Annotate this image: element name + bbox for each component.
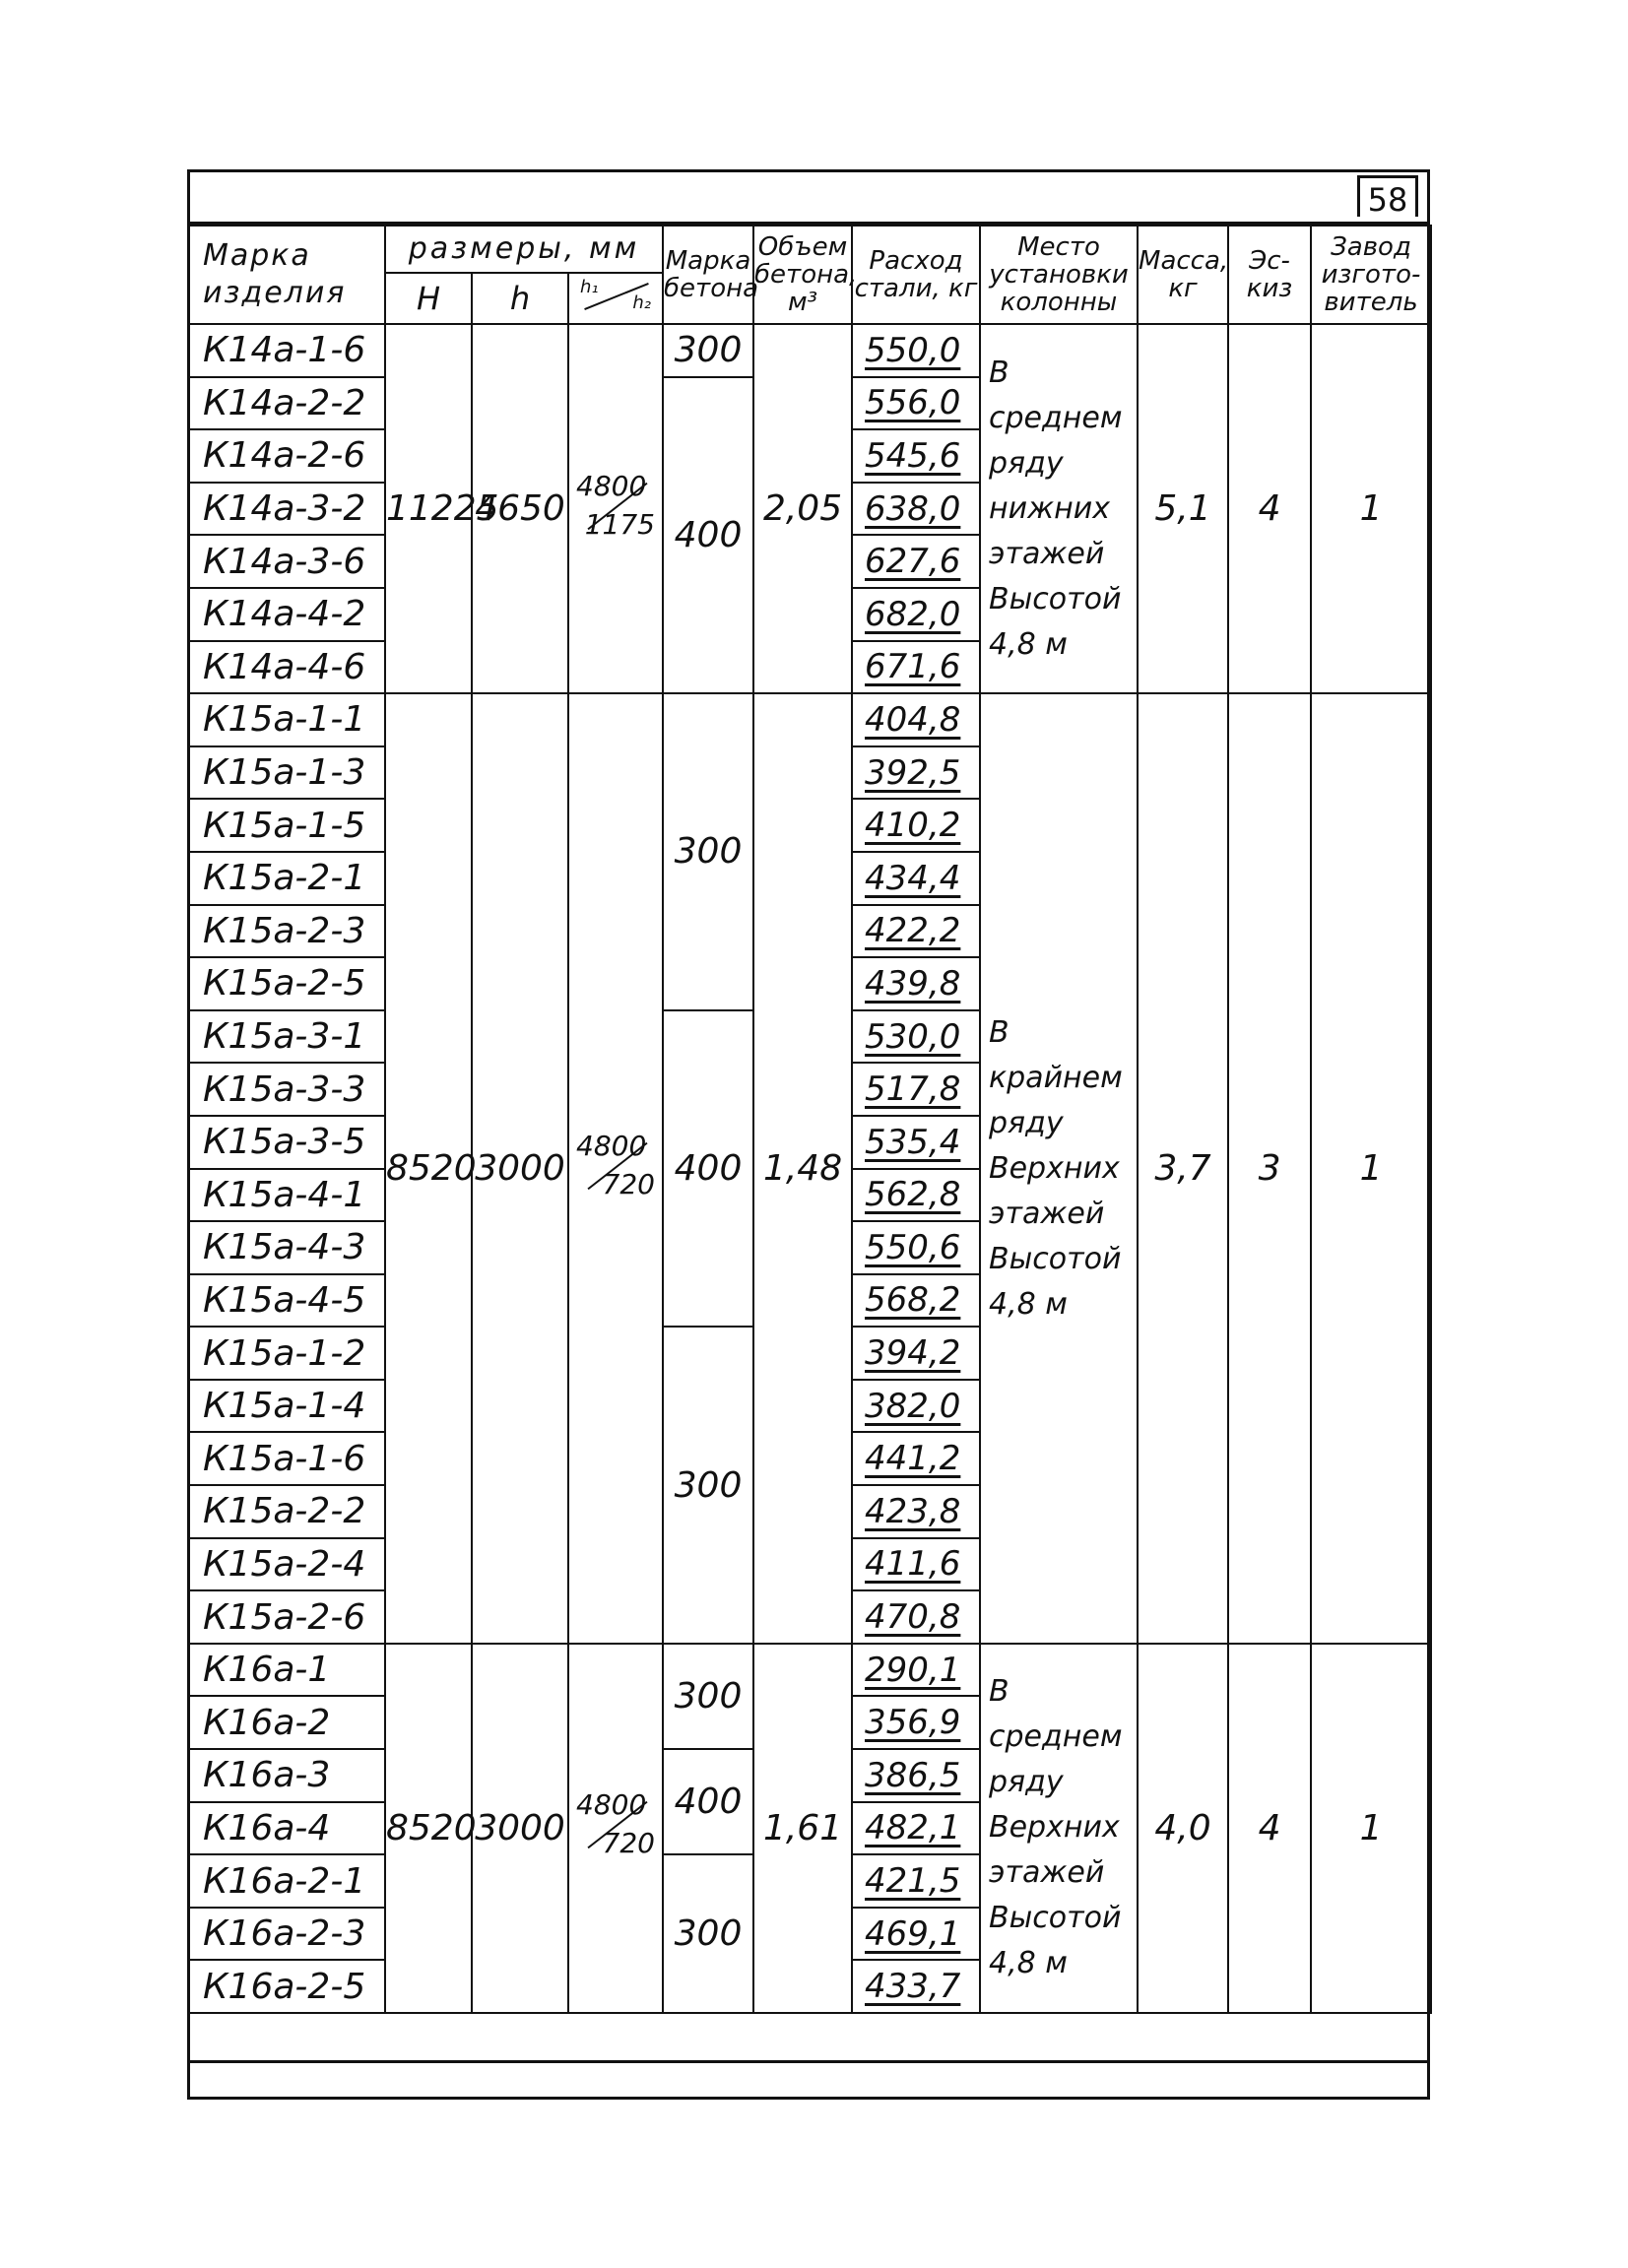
dim-h1-h2 (568, 1644, 663, 2013)
concrete-volume: 2,05 (753, 324, 852, 693)
installation-place: В крайнем ряду Верхних этажей Высотой 4,8 м (980, 693, 1138, 1644)
product-mark: К15а-4-3 (188, 1221, 385, 1274)
steel-consumption: 433,7 (852, 1960, 980, 2013)
table-body (188, 324, 1431, 2013)
product-mark: К15а-1-5 (188, 799, 385, 852)
header-steel: Расход стали, кг (852, 226, 980, 324)
mass: 5,1 (1138, 324, 1228, 693)
mass: 4,0 (1138, 1644, 1228, 2013)
steel-consumption: 562,8 (852, 1169, 980, 1222)
dim-h1-h2 (568, 693, 663, 1644)
dim-h1: 4800 (576, 469, 647, 502)
product-mark: К15а-3-3 (188, 1063, 385, 1116)
header-h: h (472, 273, 568, 324)
product-mark: К16а-1 (188, 1644, 385, 1697)
steel-consumption: 682,0 (852, 588, 980, 641)
title-band (187, 169, 1430, 225)
specification-table (187, 225, 1432, 2014)
dim-h1: 4800 (576, 1788, 647, 1822)
steel-consumption: 421,5 (852, 1854, 980, 1908)
steel-consumption: 422,2 (852, 905, 980, 958)
steel-consumption: 386,5 (852, 1749, 980, 1802)
steel-consumption: 550,0 (852, 324, 980, 377)
concrete-grade: 400 (663, 377, 753, 694)
header-sketch: Эс-киз (1228, 226, 1311, 324)
product-mark: К15а-1-6 (188, 1432, 385, 1485)
sketch: 4 (1228, 324, 1311, 693)
dim-h2: 720 (602, 1167, 655, 1200)
product-mark: К15а-2-2 (188, 1485, 385, 1538)
product-mark: К16а-3 (188, 1749, 385, 1802)
product-mark: К15а-4-1 (188, 1169, 385, 1222)
steel-consumption: 530,0 (852, 1010, 980, 1064)
product-mark: К15а-2-4 (188, 1538, 385, 1591)
product-mark: К14а-4-2 (188, 588, 385, 641)
concrete-grade: 300 (663, 693, 753, 1010)
steel-consumption: 545,6 (852, 429, 980, 483)
header-h1-h2 (568, 273, 663, 324)
concrete-grade: 300 (663, 1644, 753, 1749)
steel-consumption: 627,6 (852, 535, 980, 588)
dim-H: 8520 (385, 693, 472, 1644)
dim-h1-h2 (568, 324, 663, 693)
steel-consumption: 382,0 (852, 1380, 980, 1433)
installation-place: В среднем ряду нижних этажей Высотой 4,8 м (980, 324, 1138, 693)
manufacturer: 1 (1311, 1644, 1431, 2013)
product-mark: К16а-4 (188, 1802, 385, 1855)
product-mark: К15а-2-6 (188, 1590, 385, 1644)
header-dims: размеры, мм (385, 226, 663, 273)
product-mark: К16а-2-1 (188, 1854, 385, 1908)
table-row (188, 1644, 1431, 1697)
product-mark: К15а-2-1 (188, 852, 385, 905)
sketch: 4 (1228, 1644, 1311, 2013)
product-mark: К14а-3-2 (188, 483, 385, 536)
footer-band (187, 2060, 1430, 2100)
steel-consumption: 671,6 (852, 641, 980, 694)
dim-H: 8520 (385, 1644, 472, 2013)
steel-consumption: 535,4 (852, 1116, 980, 1169)
product-mark: К15а-1-2 (188, 1327, 385, 1380)
steel-consumption: 394,2 (852, 1327, 980, 1380)
mass: 3,7 (1138, 693, 1228, 1644)
header-mass: Масса, кг (1138, 226, 1228, 324)
steel-consumption: 290,1 (852, 1644, 980, 1697)
dim-h2: 1175 (584, 507, 655, 541)
concrete-grade: 400 (663, 1749, 753, 1854)
product-mark: К14а-4-6 (188, 641, 385, 694)
steel-consumption: 411,6 (852, 1538, 980, 1591)
steel-consumption: 410,2 (852, 799, 980, 852)
steel-consumption: 517,8 (852, 1063, 980, 1116)
product-mark: К15а-4-5 (188, 1274, 385, 1328)
product-mark: К15а-2-3 (188, 905, 385, 958)
header-h1: h₁ (580, 277, 599, 297)
header-H: H (385, 273, 472, 324)
manufacturer: 1 (1311, 324, 1431, 693)
dim-h: 4650 (472, 324, 568, 693)
header-place: Место установки колонны (980, 226, 1138, 324)
product-mark: К14а-2-2 (188, 377, 385, 430)
steel-consumption: 392,5 (852, 746, 980, 800)
product-mark: К15а-1-4 (188, 1380, 385, 1433)
steel-consumption: 434,4 (852, 852, 980, 905)
concrete-grade: 300 (663, 1327, 753, 1644)
concrete-volume: 1,48 (753, 693, 852, 1644)
steel-consumption: 556,0 (852, 377, 980, 430)
dim-h: 3000 (472, 693, 568, 1644)
product-mark: К16а-2 (188, 1696, 385, 1749)
table-row (188, 693, 1431, 746)
product-mark: К16а-2-5 (188, 1960, 385, 2013)
concrete-volume: 1,61 (753, 1644, 852, 2013)
steel-consumption: 550,6 (852, 1221, 980, 1274)
dim-h2: 720 (602, 1827, 655, 1860)
product-mark: К15а-3-1 (188, 1010, 385, 1064)
steel-consumption: 356,9 (852, 1696, 980, 1749)
concrete-grade: 300 (663, 324, 753, 377)
product-mark: К14а-1-6 (188, 324, 385, 377)
sketch: 3 (1228, 693, 1311, 1644)
steel-consumption: 470,8 (852, 1590, 980, 1644)
steel-consumption: 439,8 (852, 957, 980, 1010)
page-number: 58 (1357, 175, 1418, 217)
concrete-grade: 400 (663, 1010, 753, 1328)
header-plant: Завод изгото-витель (1311, 226, 1431, 324)
header-concrete-grade: Марка бетона (663, 226, 753, 324)
product-mark: К14а-3-6 (188, 535, 385, 588)
table-row (188, 324, 1431, 377)
steel-consumption: 638,0 (852, 483, 980, 536)
dim-H: 11225 (385, 324, 472, 693)
product-mark: К16а-2-3 (188, 1908, 385, 1961)
manufacturer: 1 (1311, 693, 1431, 1644)
product-mark: К14а-2-6 (188, 429, 385, 483)
steel-consumption: 404,8 (852, 693, 980, 746)
dim-h: 3000 (472, 1644, 568, 2013)
concrete-grade: 300 (663, 1854, 753, 2013)
steel-consumption: 482,1 (852, 1802, 980, 1855)
steel-consumption: 423,8 (852, 1485, 980, 1538)
header-mark: Марка изделия (188, 226, 385, 324)
dim-h1: 4800 (576, 1129, 647, 1162)
steel-consumption: 469,1 (852, 1908, 980, 1961)
product-mark: К15а-2-5 (188, 957, 385, 1010)
product-mark: К15а-3-5 (188, 1116, 385, 1169)
header-h2: h₂ (632, 292, 651, 313)
steel-consumption: 568,2 (852, 1274, 980, 1328)
product-mark: К15а-1-1 (188, 693, 385, 746)
product-mark: К15а-1-3 (188, 746, 385, 800)
steel-consumption: 441,2 (852, 1432, 980, 1485)
header-concrete-volume: Объем бетона, м³ (753, 226, 852, 324)
installation-place: В среднем ряду Верхних этажей Высотой 4,8 м (980, 1644, 1138, 2013)
